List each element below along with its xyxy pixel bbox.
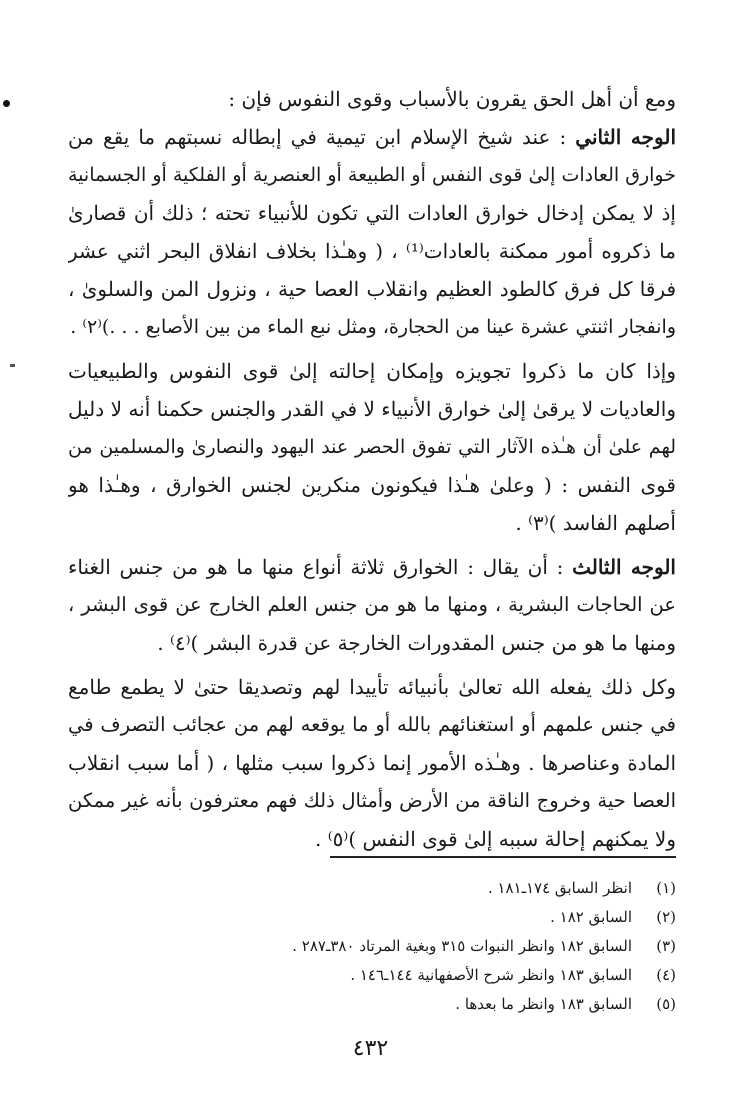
- section-heading: الوجه الثالث: [572, 555, 676, 579]
- section-heading: الوجه الثاني: [575, 125, 676, 149]
- footnote-text: السابق ١٨٢ وانظر النبوات ٣١٥ وبغية المرتاد ٣٨٠ـ٢٨٧ .: [292, 937, 632, 955]
- text-line: [68, 80, 676, 118]
- footnote: [270, 874, 676, 903]
- text-line: [68, 194, 676, 232]
- footnote-number: (٢): [656, 908, 676, 926]
- footnote-text: السابق ١٨٢ .: [550, 908, 632, 926]
- text-line: [68, 744, 676, 782]
- footnote-text: انظر السابق ١٧٤ـ١٨١ .: [487, 879, 632, 897]
- page-number: ٤٣٢: [352, 1036, 389, 1061]
- text-run: العصا حية وخروج الناقة من الأرض وأمثال ذلك فهم معترفون بأنه غير ممكن: [68, 789, 676, 812]
- text-line: [68, 504, 676, 542]
- text-line: [68, 270, 676, 308]
- text-run: : عند شيخ الإسلام ابن تيمية في إبطاله نسبتهم ما يقع من: [68, 125, 576, 149]
- footnote-number: (٤): [656, 966, 676, 984]
- margin-mark: [10, 364, 15, 367]
- text-run: : أن يقال : الخوارق ثلاثة أنواع منها ما هو من جنس الغناء: [68, 555, 573, 579]
- text-run: عن الحاجات البشرية ، ومنها ما هو من جنس العلم الخارج عن قوى البشر ،: [68, 593, 676, 616]
- text-run: قوى النفس : ( وعلىٰ هـٰذا فيكونون منكرين لجنس الخوارق ، وهـٰذا هو: [68, 473, 676, 497]
- text-line: [68, 624, 676, 662]
- text-line: [68, 548, 676, 586]
- footnote: [270, 961, 676, 990]
- main-text: [68, 80, 676, 858]
- text-run: خوارق العادات إلىٰ قوى النفس أو الطبيعة أو العنصرية أو الفلكية أو الجسمانية: [68, 164, 676, 186]
- text-run: والعاديات لا يرقىٰ إلىٰ خوارق الأنبياء لا في القدر والجنس حكمنا أنه لا دليل: [68, 397, 676, 421]
- text-line: [68, 428, 676, 466]
- text-run: وكل ذلك يفعله الله تعالىٰ بأنبيائه تأييدا لهم وتصديقا حتىٰ لا يطمع طامع: [68, 675, 676, 699]
- text-run: أصلهم الفاسد )⁽٣⁾ .: [515, 511, 676, 535]
- footnote-text: السابق ١٨٣ وانظر شرح الأصفهانية ١٤٤ـ١٤٦ .: [350, 966, 632, 984]
- text-line: [68, 820, 676, 858]
- footnote: [270, 990, 676, 1019]
- text-run: في جنس علمهم أو استغنائهم بالله أو ما يوقعه لهم من عجائب التصرف في: [68, 713, 676, 736]
- footnote-number: (٣): [656, 937, 676, 955]
- footnote-number: (٥): [656, 995, 676, 1013]
- text-line: [68, 232, 676, 270]
- text-run: ومع أن أهل الحق يقرون بالأسباب وقوى النفوس فإن :: [228, 87, 676, 111]
- text-line: [68, 118, 676, 156]
- text-run: إذ لا يمكن إدخال خوارق العادات التي تكون للأنبياء تحته ؛ ذلك أن قصارىٰ: [68, 201, 676, 225]
- text-line: [68, 308, 676, 346]
- text-line: [68, 156, 676, 194]
- text-run: ما ذكروه أمور ممكنة بالعادات⁽¹⁾ ، ( وهـٰذا بخلاف انفلاق البحر اثني عشر: [68, 239, 676, 263]
- text-line: [68, 466, 676, 504]
- text-line: [68, 668, 676, 706]
- text-run: ومنها ما هو من جنس المقدورات الخارجة عن قدرة البشر )⁽٤⁾ .: [157, 631, 676, 655]
- footnote: [270, 903, 676, 932]
- text-run: المادة وعناصرها . وهـٰذه الأمور إنما ذكروا سبب مثلها ، ( أما سبب انقلاب: [68, 751, 676, 775]
- text-run: ولا يمكنهم إحالة سببه إلىٰ قوى النفس )⁽٥⁾ .: [315, 827, 676, 851]
- text-line: [68, 782, 676, 820]
- footnote-separator: [330, 856, 676, 858]
- footnotes: [270, 874, 676, 1019]
- footnote: [270, 932, 676, 961]
- text-line: [68, 390, 676, 428]
- margin-dot: [3, 100, 10, 107]
- text-run: فرقا كل فرق كالطود العظيم وانقلاب العصا حية ، ونزول المن والسلوىٰ ،: [68, 277, 676, 301]
- text-line: [68, 706, 676, 744]
- text-line: [68, 586, 676, 624]
- footnote-text: السابق ١٨٣ وانظر ما بعدها .: [455, 995, 632, 1013]
- text-run: لهم علىٰ أن هـٰذه الآثار التي تفوق الحصر عند اليهود والنصارىٰ والمسلمين من: [68, 436, 676, 458]
- text-run: وإذا كان ما ذكروا تجويزه وإمكان إحالته إلىٰ قوى النفوس والطبيعيات: [68, 359, 676, 383]
- text-line: [68, 352, 676, 390]
- footnote-number: (١): [656, 879, 676, 897]
- text-run: وانفجار اثنتي عشرة عينا من الحجارة، ومثل نبع الماء من بين الأصابع . . .)⁽٢⁾ .: [70, 316, 676, 338]
